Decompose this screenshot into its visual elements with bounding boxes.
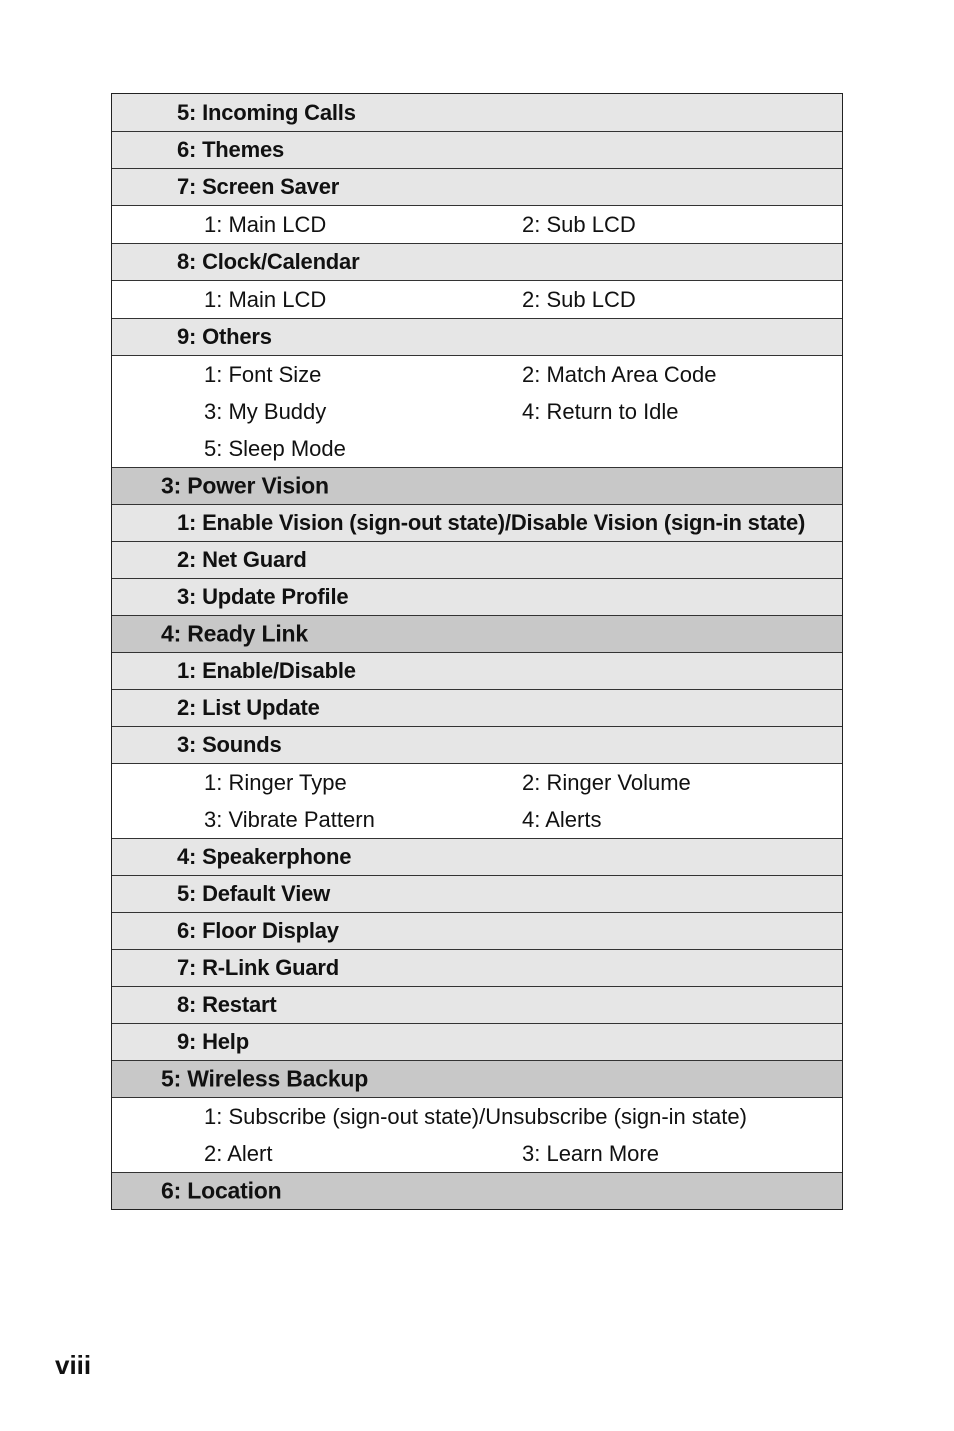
menu-section-row [112, 1060, 842, 1097]
menu-item-label: 5: Default View [177, 881, 331, 906]
submenu-line [112, 1098, 842, 1135]
menu-section-label: 4: Ready Link [161, 620, 308, 647]
menu-item-label: 7: Screen Saver [177, 174, 340, 199]
submenu-item: 1: Main LCD [204, 211, 327, 237]
menu-item-row [112, 504, 842, 541]
submenu-line [112, 393, 842, 430]
menu-item-row [112, 1023, 842, 1060]
menu-item-label: 5: Incoming Calls [177, 99, 356, 125]
menu-item-label: 7: R-Link Guard [177, 955, 340, 980]
submenu-line [112, 764, 842, 801]
submenu-item: 3: Vibrate Pattern [204, 806, 375, 832]
menu-item-label: 9: Help [177, 1029, 249, 1054]
menu-item-row [112, 949, 842, 986]
submenu-item: 2: Ringer Volume [522, 769, 691, 795]
submenu-line [112, 430, 842, 467]
submenu-item: 1: Main LCD [204, 286, 327, 312]
menu-item-label: 4: Speakerphone [177, 844, 352, 869]
menu-item-label: 6: Themes [177, 137, 285, 162]
menu-section-label: 3: Power Vision [161, 472, 329, 499]
menu-section-label: 5: Wireless Backup [161, 1065, 369, 1092]
menu-item-row [112, 318, 842, 355]
submenu-item: 3: Learn More [522, 1140, 659, 1166]
submenu-item: 5: Sleep Mode [204, 435, 346, 461]
menu-item-label: 1: Enable/Disable [177, 658, 356, 683]
menu-item-row [112, 131, 842, 168]
submenu-group [112, 280, 842, 318]
menu-item-label: 2: List Update [177, 695, 320, 720]
menu-item-row [112, 652, 842, 689]
page-number: viii [55, 1350, 92, 1380]
menu-item-row [112, 541, 842, 578]
submenu-line [112, 281, 842, 318]
menu-item-label: 3: Sounds [177, 732, 282, 757]
menu-item-label: 8: Restart [177, 992, 277, 1017]
submenu-item: 1: Font Size [204, 361, 322, 387]
menu-item-row [112, 689, 842, 726]
submenu-item: 4: Alerts [522, 806, 602, 832]
menu-item-row [112, 243, 842, 280]
submenu-item: 1: Subscribe (sign-out state)/Unsubscribe (sign-in state) [204, 1103, 747, 1129]
menu-item-row [112, 578, 842, 615]
submenu-item: 2: Sub LCD [522, 286, 636, 312]
submenu-item: 2: Match Area Code [522, 361, 717, 387]
submenu-item: 1: Ringer Type [204, 769, 347, 795]
submenu-item: 2: Alert [204, 1140, 273, 1166]
menu-item-row [112, 726, 842, 763]
submenu-group [112, 205, 842, 243]
menu-section-row [112, 615, 842, 652]
menu-item-row [112, 168, 842, 205]
submenu-item: 3: My Buddy [204, 398, 327, 424]
menu-item-row [112, 838, 842, 875]
menu-item-label: 8: Clock/Calendar [177, 249, 360, 274]
menu-table [111, 93, 843, 1210]
menu-section-label: 6: Location [161, 1177, 282, 1204]
menu-item-label: 2: Net Guard [177, 547, 307, 572]
menu-item-row [112, 94, 842, 131]
menu-item-label: 3: Update Profile [177, 584, 349, 609]
submenu-item: 4: Return to Idle [522, 398, 679, 424]
submenu-line [112, 206, 842, 243]
menu-item-label: 9: Others [177, 324, 272, 349]
menu-item-row [112, 912, 842, 949]
menu-item-label: 1: Enable Vision (sign-out state)/Disable Vision (sign-in state) [177, 510, 806, 535]
submenu-line [112, 801, 842, 838]
submenu-group [112, 355, 842, 467]
submenu-group [112, 1097, 842, 1172]
submenu-line [112, 1135, 842, 1172]
submenu-line [112, 356, 842, 393]
submenu-item: 2: Sub LCD [522, 211, 636, 237]
menu-item-row [112, 875, 842, 912]
menu-item-row [112, 986, 842, 1023]
menu-section-row [112, 467, 842, 504]
menu-item-label: 6: Floor Display [177, 918, 339, 943]
submenu-group [112, 763, 842, 838]
menu-section-row [112, 1172, 842, 1209]
